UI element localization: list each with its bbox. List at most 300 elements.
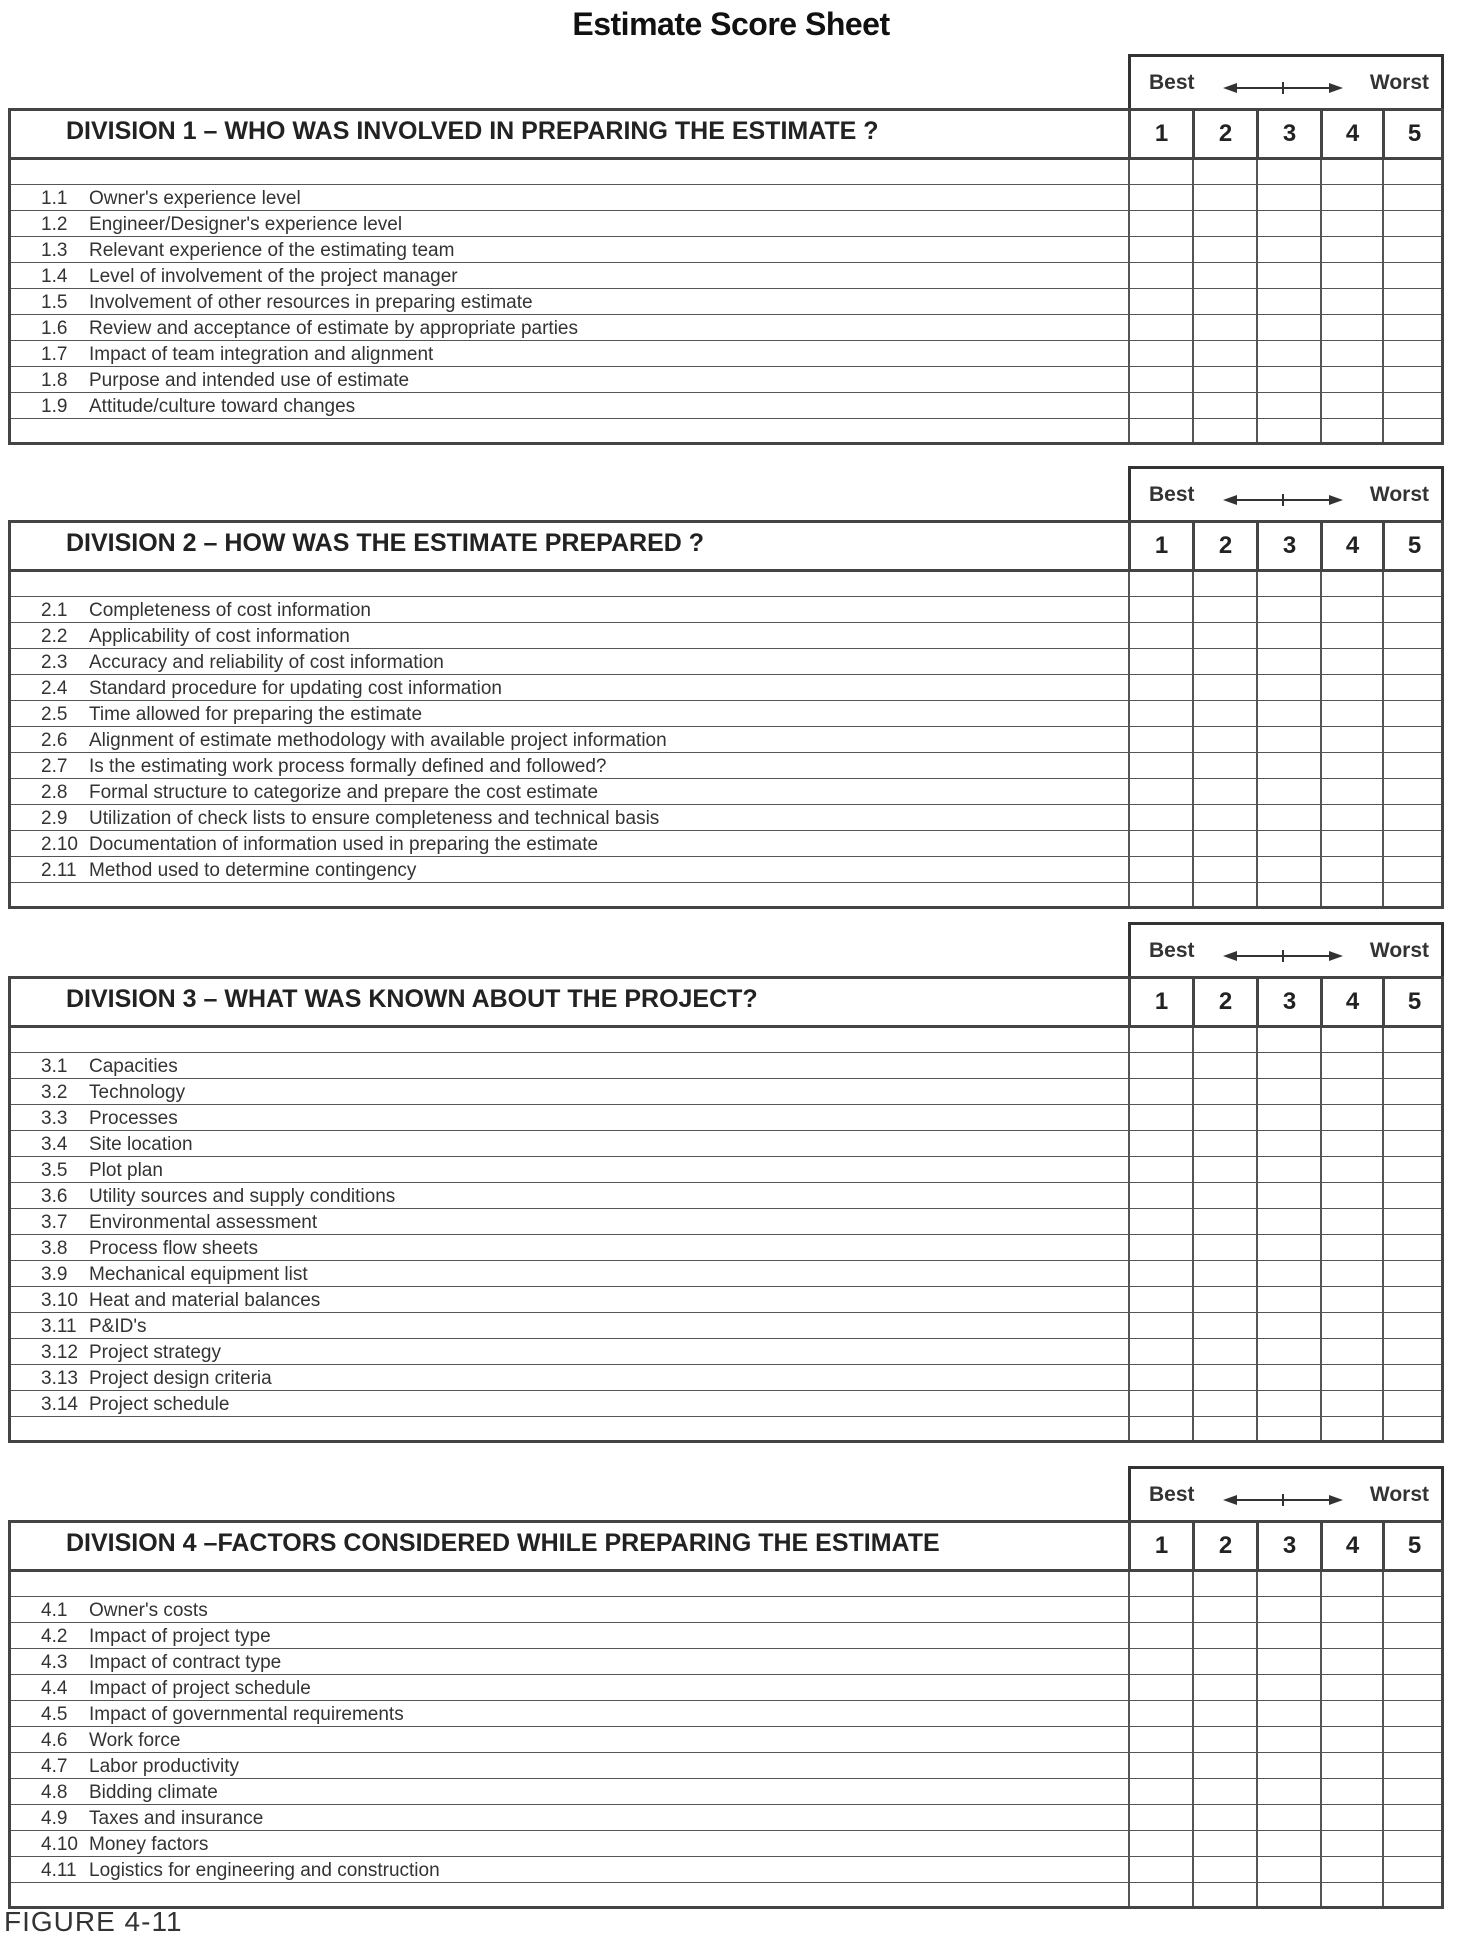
item-label: Owner's experience level bbox=[89, 188, 301, 209]
score-cell-2[interactable] bbox=[1194, 857, 1256, 883]
score-cell-2[interactable] bbox=[1194, 1727, 1256, 1753]
score-cell-2[interactable] bbox=[1194, 289, 1256, 315]
item-label: Money factors bbox=[89, 1834, 209, 1855]
score-cell-4[interactable] bbox=[1322, 753, 1382, 779]
score-cell-4[interactable] bbox=[1322, 1261, 1382, 1287]
score-cell-3[interactable] bbox=[1258, 1753, 1320, 1779]
worst-label: Worst bbox=[1369, 1483, 1429, 1506]
score-cell-2[interactable] bbox=[1194, 1053, 1256, 1079]
item-number: 3.14 bbox=[41, 1394, 78, 1415]
score-cell-1[interactable] bbox=[1130, 341, 1192, 367]
score-cell-3[interactable] bbox=[1258, 1623, 1320, 1649]
score-cell-5[interactable] bbox=[1384, 341, 1444, 367]
score-cell-5[interactable] bbox=[1384, 1131, 1444, 1157]
score-cell-4[interactable] bbox=[1322, 1339, 1382, 1365]
score-cell-2[interactable] bbox=[1194, 211, 1256, 237]
score-cell-1[interactable] bbox=[1130, 779, 1192, 805]
score-cell-5[interactable] bbox=[1384, 1675, 1444, 1701]
score-cell-1[interactable] bbox=[1130, 315, 1192, 341]
score-cell-3[interactable] bbox=[1258, 857, 1320, 883]
score-cell-1[interactable] bbox=[1130, 1339, 1192, 1365]
score-cell-4[interactable] bbox=[1322, 597, 1382, 623]
score-cell-3[interactable] bbox=[1258, 701, 1320, 727]
score-cell-4[interactable] bbox=[1322, 1675, 1382, 1701]
score-cell-2[interactable] bbox=[1194, 1183, 1256, 1209]
score-cell-2[interactable] bbox=[1194, 1313, 1256, 1339]
score-cell-5[interactable] bbox=[1384, 675, 1444, 701]
score-cell-4[interactable] bbox=[1322, 289, 1382, 315]
score-cell-4[interactable] bbox=[1322, 367, 1382, 393]
score-cell-1[interactable] bbox=[1130, 185, 1192, 211]
score-cell-3[interactable] bbox=[1258, 341, 1320, 367]
score-column-2: 2 bbox=[1192, 523, 1256, 569]
score-cell-3[interactable] bbox=[1258, 1209, 1320, 1235]
score-cell-1[interactable] bbox=[1130, 1779, 1192, 1805]
score-cell-1[interactable] bbox=[1130, 211, 1192, 237]
score-column-4: 4 bbox=[1320, 111, 1382, 157]
score-cell-5[interactable] bbox=[1384, 1805, 1444, 1831]
score-cell-5[interactable] bbox=[1384, 1183, 1444, 1209]
scale-header bbox=[1128, 1466, 1444, 1520]
item-number: 2.4 bbox=[41, 678, 68, 699]
score-cell-1[interactable] bbox=[1130, 1235, 1192, 1261]
table-row bbox=[11, 778, 1441, 805]
score-cell-3[interactable] bbox=[1258, 1857, 1320, 1883]
score-cell-1[interactable] bbox=[1130, 675, 1192, 701]
item-label: Time allowed for preparing the estimate bbox=[89, 704, 423, 725]
score-cell-2[interactable] bbox=[1194, 1701, 1256, 1727]
score-cell-4[interactable] bbox=[1322, 1157, 1382, 1183]
score-cell-5[interactable] bbox=[1384, 597, 1444, 623]
score-cell-3[interactable] bbox=[1258, 779, 1320, 805]
score-cell-4[interactable] bbox=[1322, 727, 1382, 753]
score-cell-4[interactable] bbox=[1322, 623, 1382, 649]
score-cell-5[interactable] bbox=[1384, 857, 1444, 883]
score-cell-2[interactable] bbox=[1194, 1391, 1256, 1417]
score-cell-3[interactable] bbox=[1258, 1157, 1320, 1183]
score-cell-5[interactable] bbox=[1384, 1287, 1444, 1313]
score-cell-3[interactable] bbox=[1258, 1805, 1320, 1831]
score-cell-4[interactable] bbox=[1322, 1053, 1382, 1079]
table-row bbox=[11, 1130, 1441, 1157]
score-column-2: 2 bbox=[1192, 979, 1256, 1025]
score-cell-4[interactable] bbox=[1322, 1183, 1382, 1209]
score-cell-3[interactable] bbox=[1258, 1079, 1320, 1105]
score-cell-1[interactable] bbox=[1130, 753, 1192, 779]
item-number: 3.9 bbox=[41, 1264, 68, 1285]
score-cell-5[interactable] bbox=[1384, 831, 1444, 857]
item-label: Engineer/Designer's experience level bbox=[89, 214, 403, 235]
score-cell-1[interactable] bbox=[1130, 367, 1192, 393]
score-cell-5[interactable] bbox=[1384, 753, 1444, 779]
division-table bbox=[8, 520, 1444, 909]
item-number: 3.8 bbox=[41, 1238, 68, 1259]
item-label: Bidding climate bbox=[89, 1782, 218, 1803]
score-cell-4[interactable] bbox=[1322, 1365, 1382, 1391]
score-cell-5[interactable] bbox=[1384, 701, 1444, 727]
score-cell-1[interactable] bbox=[1130, 831, 1192, 857]
score-cell-3[interactable] bbox=[1258, 1313, 1320, 1339]
score-cell-5[interactable] bbox=[1384, 1261, 1444, 1287]
score-cell-3[interactable] bbox=[1258, 263, 1320, 289]
score-cell-5[interactable] bbox=[1384, 1105, 1444, 1131]
table-row bbox=[11, 1104, 1441, 1131]
score-cell-1[interactable] bbox=[1130, 1675, 1192, 1701]
item-number: 1.5 bbox=[41, 292, 68, 313]
item-number: 2.10 bbox=[41, 834, 78, 855]
score-cell-3[interactable] bbox=[1258, 1779, 1320, 1805]
score-cell-4[interactable] bbox=[1322, 1313, 1382, 1339]
score-cell-5[interactable] bbox=[1384, 237, 1444, 263]
score-cell-2[interactable] bbox=[1194, 1339, 1256, 1365]
item-label: Review and acceptance of estimate by appropriate parties bbox=[89, 318, 578, 339]
score-cell-2[interactable] bbox=[1194, 753, 1256, 779]
score-cell-4[interactable] bbox=[1322, 805, 1382, 831]
score-cell-4[interactable] bbox=[1322, 1701, 1382, 1727]
score-cell-3[interactable] bbox=[1258, 1339, 1320, 1365]
score-cell-4[interactable] bbox=[1322, 701, 1382, 727]
score-cell-1[interactable] bbox=[1130, 1753, 1192, 1779]
score-cell-5[interactable] bbox=[1384, 1727, 1444, 1753]
score-cell-5[interactable] bbox=[1384, 1753, 1444, 1779]
score-cell-5[interactable] bbox=[1384, 1701, 1444, 1727]
score-cell-4[interactable] bbox=[1322, 857, 1382, 883]
item-label: Accuracy and reliability of cost information bbox=[89, 652, 444, 673]
table-row bbox=[11, 184, 1441, 211]
score-cell-5[interactable] bbox=[1384, 1597, 1444, 1623]
table-row bbox=[11, 1856, 1441, 1883]
item-label: Applicability of cost information bbox=[89, 626, 350, 647]
item-label: Heat and material balances bbox=[89, 1290, 321, 1311]
score-cell-4[interactable] bbox=[1322, 315, 1382, 341]
table-row bbox=[11, 648, 1441, 675]
score-cell-1[interactable] bbox=[1130, 1053, 1192, 1079]
score-cell-5[interactable] bbox=[1384, 1831, 1444, 1857]
score-cell-2[interactable] bbox=[1194, 237, 1256, 263]
score-cell-1[interactable] bbox=[1130, 1701, 1192, 1727]
score-cell-3[interactable] bbox=[1258, 753, 1320, 779]
score-cell-1[interactable] bbox=[1130, 1261, 1192, 1287]
score-cell-4[interactable] bbox=[1322, 1805, 1382, 1831]
table-row bbox=[11, 752, 1441, 779]
score-column-2: 2 bbox=[1192, 1523, 1256, 1569]
score-cell-2[interactable] bbox=[1194, 1805, 1256, 1831]
table-row bbox=[11, 366, 1441, 393]
score-cell-4[interactable] bbox=[1322, 211, 1382, 237]
worst-label: Worst bbox=[1369, 939, 1429, 962]
score-cell-5[interactable] bbox=[1384, 1649, 1444, 1675]
item-number: 2.9 bbox=[41, 808, 68, 829]
table-row bbox=[11, 1078, 1441, 1105]
score-cell-3[interactable] bbox=[1258, 289, 1320, 315]
score-cell-3[interactable] bbox=[1258, 649, 1320, 675]
score-cell-4[interactable] bbox=[1322, 341, 1382, 367]
score-cell-1[interactable] bbox=[1130, 727, 1192, 753]
row-divider bbox=[11, 882, 1441, 883]
score-cell-2[interactable] bbox=[1194, 1209, 1256, 1235]
score-cell-3[interactable] bbox=[1258, 1183, 1320, 1209]
score-cell-1[interactable] bbox=[1130, 289, 1192, 315]
score-cell-1[interactable] bbox=[1130, 857, 1192, 883]
score-cell-1[interactable] bbox=[1130, 1313, 1192, 1339]
score-cell-1[interactable] bbox=[1130, 1287, 1192, 1313]
score-cell-2[interactable] bbox=[1194, 1365, 1256, 1391]
table-row bbox=[11, 340, 1441, 367]
score-cell-2[interactable] bbox=[1194, 1649, 1256, 1675]
score-cell-5[interactable] bbox=[1384, 1053, 1444, 1079]
score-cell-4[interactable] bbox=[1322, 1287, 1382, 1313]
score-cell-2[interactable] bbox=[1194, 597, 1256, 623]
score-cell-3[interactable] bbox=[1258, 1675, 1320, 1701]
score-cell-2[interactable] bbox=[1194, 1261, 1256, 1287]
score-cell-4[interactable] bbox=[1322, 1857, 1382, 1883]
score-cell-2[interactable] bbox=[1194, 1831, 1256, 1857]
score-cell-3[interactable] bbox=[1258, 393, 1320, 419]
score-cell-3[interactable] bbox=[1258, 1831, 1320, 1857]
score-column-5: 5 bbox=[1382, 979, 1444, 1025]
score-cell-5[interactable] bbox=[1384, 1339, 1444, 1365]
score-cell-1[interactable] bbox=[1130, 263, 1192, 289]
score-cell-4[interactable] bbox=[1322, 1623, 1382, 1649]
score-cell-5[interactable] bbox=[1384, 1209, 1444, 1235]
score-cell-1[interactable] bbox=[1130, 1391, 1192, 1417]
score-cell-2[interactable] bbox=[1194, 701, 1256, 727]
score-cell-4[interactable] bbox=[1322, 1779, 1382, 1805]
score-cell-3[interactable] bbox=[1258, 315, 1320, 341]
score-cell-4[interactable] bbox=[1322, 779, 1382, 805]
score-cell-4[interactable] bbox=[1322, 1753, 1382, 1779]
score-cell-2[interactable] bbox=[1194, 1597, 1256, 1623]
score-cell-3[interactable] bbox=[1258, 185, 1320, 211]
score-cell-3[interactable] bbox=[1258, 1235, 1320, 1261]
score-cell-2[interactable] bbox=[1194, 1857, 1256, 1883]
score-cell-3[interactable] bbox=[1258, 831, 1320, 857]
table-row bbox=[11, 674, 1441, 701]
score-cell-4[interactable] bbox=[1322, 1209, 1382, 1235]
score-cell-4[interactable] bbox=[1322, 649, 1382, 675]
score-cell-5[interactable] bbox=[1384, 1779, 1444, 1805]
item-number: 4.4 bbox=[41, 1678, 68, 1699]
score-cell-5[interactable] bbox=[1384, 367, 1444, 393]
score-cell-1[interactable] bbox=[1130, 1105, 1192, 1131]
score-cell-5[interactable] bbox=[1384, 1365, 1444, 1391]
score-cell-1[interactable] bbox=[1130, 1623, 1192, 1649]
score-cell-1[interactable] bbox=[1130, 1597, 1192, 1623]
item-label: Impact of governmental requirements bbox=[89, 1704, 404, 1725]
score-cell-3[interactable] bbox=[1258, 1261, 1320, 1287]
score-cell-3[interactable] bbox=[1258, 1701, 1320, 1727]
score-cell-5[interactable] bbox=[1384, 1157, 1444, 1183]
table-row bbox=[11, 830, 1441, 857]
score-cell-5[interactable] bbox=[1384, 185, 1444, 211]
score-cell-4[interactable] bbox=[1322, 1105, 1382, 1131]
score-cell-3[interactable] bbox=[1258, 1131, 1320, 1157]
score-cell-4[interactable] bbox=[1322, 1649, 1382, 1675]
worst-label: Worst bbox=[1369, 71, 1429, 94]
item-label: Is the estimating work process formally defined and followed? bbox=[89, 756, 607, 777]
score-cell-2[interactable] bbox=[1194, 1623, 1256, 1649]
score-cell-5[interactable] bbox=[1384, 1079, 1444, 1105]
score-cell-2[interactable] bbox=[1194, 779, 1256, 805]
score-cell-2[interactable] bbox=[1194, 623, 1256, 649]
score-cell-4[interactable] bbox=[1322, 1727, 1382, 1753]
score-cell-3[interactable] bbox=[1258, 1053, 1320, 1079]
item-number: 4.5 bbox=[41, 1704, 68, 1725]
score-cell-4[interactable] bbox=[1322, 1831, 1382, 1857]
score-cell-4[interactable] bbox=[1322, 393, 1382, 419]
division-title: DIVISION 4 –FACTORS CONSIDERED WHILE PREPARING THE ESTIMATE bbox=[66, 1529, 940, 1557]
score-cell-5[interactable] bbox=[1384, 393, 1444, 419]
score-cell-2[interactable] bbox=[1194, 185, 1256, 211]
score-cell-1[interactable] bbox=[1130, 1079, 1192, 1105]
score-cell-4[interactable] bbox=[1322, 237, 1382, 263]
score-cell-1[interactable] bbox=[1130, 597, 1192, 623]
score-cell-5[interactable] bbox=[1384, 727, 1444, 753]
score-cell-2[interactable] bbox=[1194, 1157, 1256, 1183]
score-cell-3[interactable] bbox=[1258, 1391, 1320, 1417]
score-column-5: 5 bbox=[1382, 111, 1444, 157]
score-cell-2[interactable] bbox=[1194, 341, 1256, 367]
score-column-4: 4 bbox=[1320, 1523, 1382, 1569]
item-label: Taxes and insurance bbox=[89, 1808, 264, 1829]
division-header bbox=[11, 523, 1441, 572]
score-cell-5[interactable] bbox=[1384, 289, 1444, 315]
score-cell-4[interactable] bbox=[1322, 1131, 1382, 1157]
score-cell-3[interactable] bbox=[1258, 211, 1320, 237]
item-number: 3.12 bbox=[41, 1342, 78, 1363]
item-label: Processes bbox=[89, 1108, 178, 1129]
score-cell-2[interactable] bbox=[1194, 727, 1256, 753]
item-number: 3.3 bbox=[41, 1108, 68, 1129]
score-cell-2[interactable] bbox=[1194, 831, 1256, 857]
score-cell-5[interactable] bbox=[1384, 1235, 1444, 1261]
score-cell-3[interactable] bbox=[1258, 623, 1320, 649]
score-cell-1[interactable] bbox=[1130, 393, 1192, 419]
item-number: 3.2 bbox=[41, 1082, 68, 1103]
score-cell-2[interactable] bbox=[1194, 805, 1256, 831]
score-cell-3[interactable] bbox=[1258, 727, 1320, 753]
item-number: 3.11 bbox=[41, 1316, 77, 1337]
score-cell-4[interactable] bbox=[1322, 1391, 1382, 1417]
score-cell-2[interactable] bbox=[1194, 1079, 1256, 1105]
item-number: 1.2 bbox=[41, 214, 68, 235]
score-cell-2[interactable] bbox=[1194, 1131, 1256, 1157]
score-cell-4[interactable] bbox=[1322, 675, 1382, 701]
score-cell-4[interactable] bbox=[1322, 1235, 1382, 1261]
score-cell-4[interactable] bbox=[1322, 185, 1382, 211]
score-cell-2[interactable] bbox=[1194, 1675, 1256, 1701]
item-number: 4.10 bbox=[41, 1834, 78, 1855]
score-cell-5[interactable] bbox=[1384, 1391, 1444, 1417]
table-row bbox=[11, 1596, 1441, 1623]
score-cell-1[interactable] bbox=[1130, 1857, 1192, 1883]
score-cell-5[interactable] bbox=[1384, 779, 1444, 805]
score-cell-3[interactable] bbox=[1258, 1649, 1320, 1675]
score-cell-4[interactable] bbox=[1322, 1079, 1382, 1105]
score-cell-2[interactable] bbox=[1194, 367, 1256, 393]
item-label: P&ID's bbox=[89, 1316, 147, 1337]
score-cell-3[interactable] bbox=[1258, 1727, 1320, 1753]
score-cell-3[interactable] bbox=[1258, 1597, 1320, 1623]
score-cell-2[interactable] bbox=[1194, 675, 1256, 701]
score-cell-2[interactable] bbox=[1194, 263, 1256, 289]
scale-header bbox=[1128, 54, 1444, 108]
best-label: Best bbox=[1149, 1483, 1195, 1506]
score-cell-3[interactable] bbox=[1258, 1105, 1320, 1131]
score-cell-1[interactable] bbox=[1130, 1209, 1192, 1235]
score-cell-2[interactable] bbox=[1194, 1779, 1256, 1805]
score-cell-1[interactable] bbox=[1130, 1727, 1192, 1753]
score-cell-1[interactable] bbox=[1130, 649, 1192, 675]
score-cell-4[interactable] bbox=[1322, 263, 1382, 289]
score-cell-1[interactable] bbox=[1130, 623, 1192, 649]
score-cell-5[interactable] bbox=[1384, 649, 1444, 675]
table-row bbox=[11, 1390, 1441, 1417]
score-cell-1[interactable] bbox=[1130, 1365, 1192, 1391]
score-cell-2[interactable] bbox=[1194, 1235, 1256, 1261]
division-table bbox=[8, 1520, 1444, 1909]
item-label: Environmental assessment bbox=[89, 1212, 318, 1233]
score-cell-1[interactable] bbox=[1130, 805, 1192, 831]
score-cell-1[interactable] bbox=[1130, 1649, 1192, 1675]
score-cell-3[interactable] bbox=[1258, 675, 1320, 701]
score-column-2: 2 bbox=[1192, 111, 1256, 157]
score-cell-5[interactable] bbox=[1384, 263, 1444, 289]
row-divider bbox=[11, 1882, 1441, 1883]
item-number: 4.6 bbox=[41, 1730, 68, 1751]
score-cell-2[interactable] bbox=[1194, 649, 1256, 675]
best-label: Best bbox=[1149, 483, 1195, 506]
score-cell-1[interactable] bbox=[1130, 1805, 1192, 1831]
score-cell-3[interactable] bbox=[1258, 597, 1320, 623]
score-cell-2[interactable] bbox=[1194, 393, 1256, 419]
score-cell-2[interactable] bbox=[1194, 1753, 1256, 1779]
score-cell-3[interactable] bbox=[1258, 237, 1320, 263]
score-cell-3[interactable] bbox=[1258, 367, 1320, 393]
score-cell-4[interactable] bbox=[1322, 1597, 1382, 1623]
score-cell-3[interactable] bbox=[1258, 1287, 1320, 1313]
item-number: 4.2 bbox=[41, 1626, 68, 1647]
worst-label: Worst bbox=[1369, 483, 1429, 506]
score-cell-1[interactable] bbox=[1130, 1831, 1192, 1857]
score-cell-5[interactable] bbox=[1384, 1857, 1444, 1883]
score-cell-1[interactable] bbox=[1130, 701, 1192, 727]
score-cell-5[interactable] bbox=[1384, 1623, 1444, 1649]
score-cell-2[interactable] bbox=[1194, 315, 1256, 341]
item-label: Process flow sheets bbox=[89, 1238, 258, 1259]
score-cell-4[interactable] bbox=[1322, 831, 1382, 857]
score-cell-3[interactable] bbox=[1258, 1365, 1320, 1391]
score-cell-5[interactable] bbox=[1384, 315, 1444, 341]
score-cell-1[interactable] bbox=[1130, 237, 1192, 263]
item-label: Labor productivity bbox=[89, 1756, 239, 1777]
score-cell-5[interactable] bbox=[1384, 1313, 1444, 1339]
item-number: 2.11 bbox=[41, 860, 77, 881]
score-cell-3[interactable] bbox=[1258, 805, 1320, 831]
item-number: 1.6 bbox=[41, 318, 68, 339]
table-row bbox=[11, 1234, 1441, 1261]
score-cell-1[interactable] bbox=[1130, 1183, 1192, 1209]
score-cell-1[interactable] bbox=[1130, 1157, 1192, 1183]
score-cell-1[interactable] bbox=[1130, 1131, 1192, 1157]
score-cell-2[interactable] bbox=[1194, 1287, 1256, 1313]
division-table bbox=[8, 108, 1444, 445]
score-cell-2[interactable] bbox=[1194, 1105, 1256, 1131]
score-cell-5[interactable] bbox=[1384, 211, 1444, 237]
score-cell-5[interactable] bbox=[1384, 623, 1444, 649]
score-cell-5[interactable] bbox=[1384, 805, 1444, 831]
item-label: Documentation of information used in preparing the estimate bbox=[89, 834, 599, 855]
